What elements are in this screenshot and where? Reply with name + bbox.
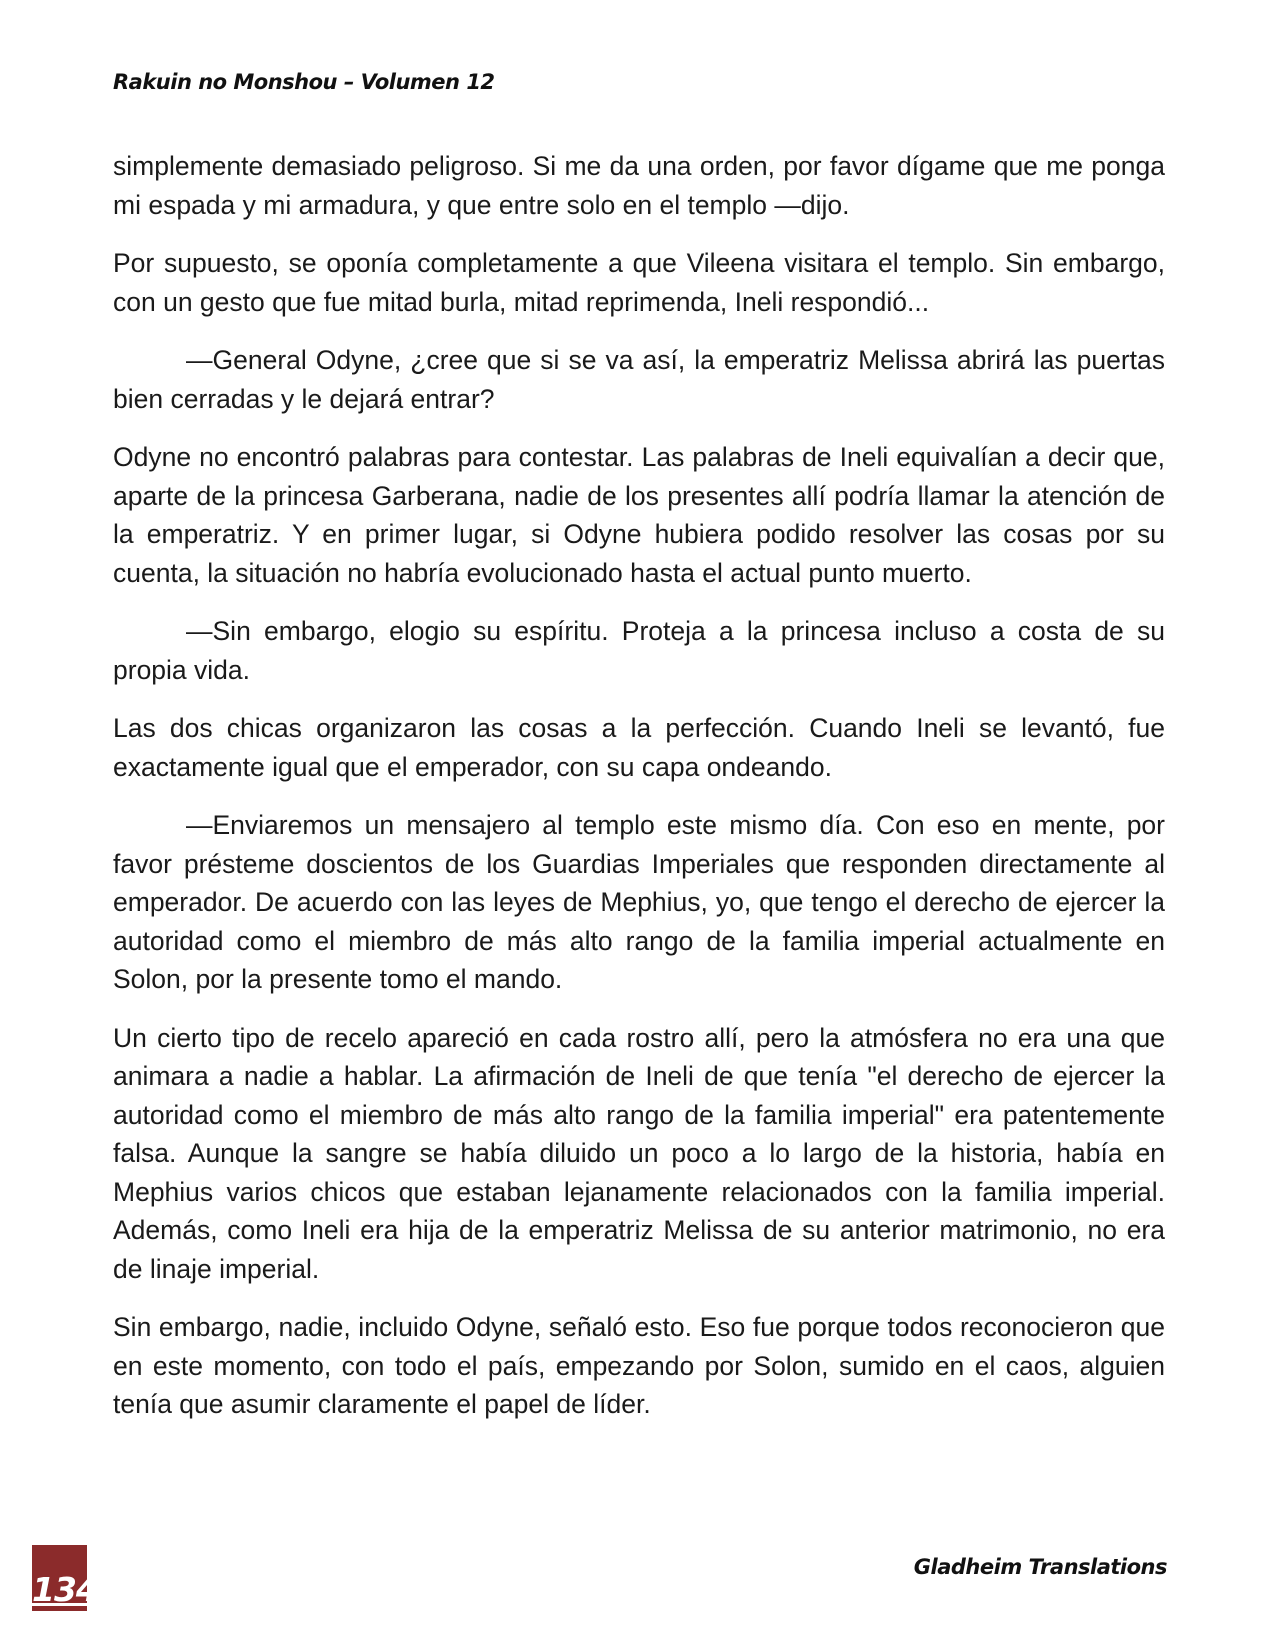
dialogue-paragraph: —Enviaremos un mensajero al templo este mismo día. Con eso en mente, por favor présteme doscientos de los Guardias Imperiales que responden directamente al emperador. De acuerdo con las leyes de Mephius, yo, que tengo el derecho de ejercer la autoridad como el miembro de más alto rango de la familia imperial actualmente en Solon, por la presente tomo el mando. (113, 810, 1165, 994)
paragraph: Por supuesto, se oponía completamente a que Vileena visitara el templo. Sin embargo, con un gesto que fue mitad burla, mitad reprimenda, Ineli respondió... (113, 248, 1165, 317)
running-header: Rakuin no Monshou – Volumen 12 (113, 70, 495, 94)
paragraph: simplemente demasiado peligroso. Si me da una orden, por favor dígame que me ponga mi espada y mi armadura, y que entre solo en el templo —dijo. (113, 151, 1165, 220)
publisher-footer: Gladheim Translations (913, 1555, 1167, 1579)
body-text (113, 147, 1165, 1444)
dialogue-paragraph: —General Odyne, ¿cree que si se va así, la emperatriz Melissa abrirá las puertas bien cerradas y le dejará entrar? (113, 345, 1165, 414)
paragraph: Un cierto tipo de recelo apareció en cada rostro allí, pero la atmósfera no era una que animara a nadie a hablar. La afirmación de Ineli de que tenía "el derecho de ejercer la autoridad como el miembro de más alto rango de la familia imperial" era patentemente falsa. Aunque la sangre se había diluido un poco a lo largo de la historia, había en Mephius varios chicos que estaban lejanamente relacionados con la familia imperial. Además, como Ineli era hija de la emperatriz Melissa de su anterior matrimonio, no era de linaje imperial. (113, 1022, 1165, 1284)
page-number: 134 (32, 1570, 98, 1609)
paragraph: Sin embargo, nadie, incluido Odyne, señaló esto. Eso fue porque todos reconocieron que en este momento, con todo el país, empezando por Solon, sumido en el caos, alguien tenía que asumir claramente el papel de líder. (113, 1312, 1165, 1419)
dialogue-paragraph: —Sin embargo, elogio su espíritu. Proteja a la princesa incluso a costa de su propia vida. (113, 616, 1165, 685)
paragraph: Odyne no encontró palabras para contestar. Las palabras de Ineli equivalían a decir que, aparte de la princesa Garberana, nadie de los presentes allí podría llamar la atención de la emperatriz. Y en primer lugar, si Odyne hubiera podido resolver las cosas por su cuenta, la situación no habría evolucionado hasta el actual punto muerto. (113, 442, 1165, 588)
paragraph: Las dos chicas organizaron las cosas a la perfección. Cuando Ineli se levantó, fue exactamente igual que el emperador, con su capa ondeando. (113, 713, 1165, 782)
